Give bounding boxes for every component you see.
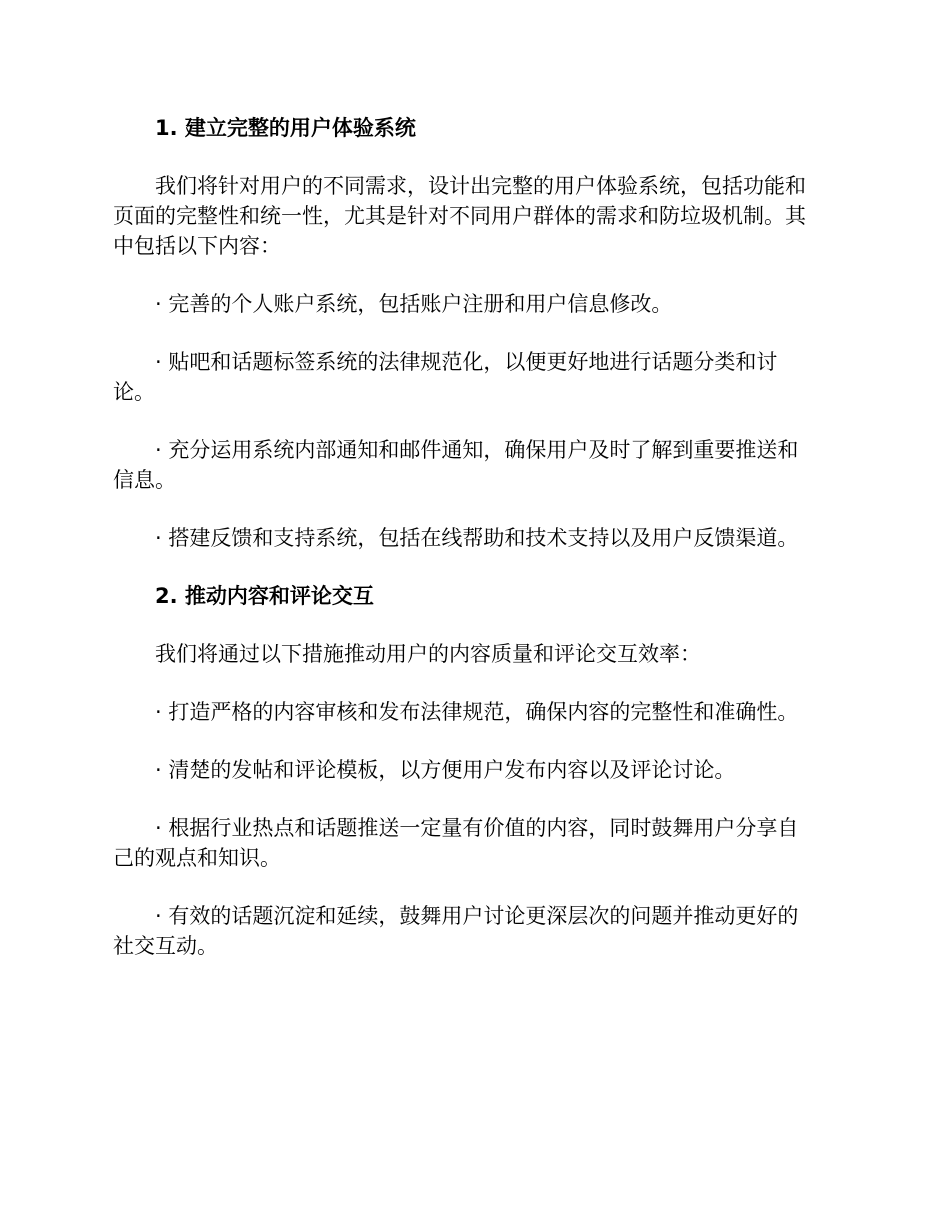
section-heading [113,581,833,611]
document-body [113,113,833,989]
list-item-line: 信息。 [113,468,176,492]
list-item-line: · 充分运用系统内部通知和邮件通知，确保用户及时了解到重要推送和 [155,438,799,462]
paragraph-line: 我们将通过以下措施推动用户的内容质量和评论交互效率： [155,642,701,666]
list-item-line: 论。 [113,380,155,404]
list-item [113,347,833,407]
list-item [113,755,833,785]
list-item-line: · 根据行业热点和话题推送一定量有价值的内容，同时鼓舞用户分享自 [155,816,799,840]
list-item-line: · 打造严格的内容审核和发布法律规范，确保内容的完整性和准确性。 [155,700,799,724]
list-item [113,523,833,553]
list-item-line: · 完善的个人账户系统，包括账户注册和用户信息修改。 [155,292,673,316]
list-item-line: · 有效的话题沉淀和延续，鼓舞用户讨论更深层次的问题并推动更好的 [155,904,799,928]
list-item [113,901,833,961]
section-1-heading: 1. 建立完整的用户体验系统 [155,116,416,140]
paragraph-line: 我们将针对用户的不同需求，设计出完整的用户体验系统，包括功能和 [155,174,806,198]
section-2-intro [113,639,833,669]
list-item-line: · 贴吧和话题标签系统的法律规范化，以便更好地进行话题分类和讨 [155,350,778,374]
list-item [113,289,833,319]
list-item-line: · 搭建反馈和支持系统，包括在线帮助和技术支持以及用户反馈渠道。 [155,526,799,550]
paragraph-line: 页面的完整性和统一性，尤其是针对不同用户群体的需求和防垃圾机制。其 [113,204,806,228]
list-item [113,697,833,727]
list-item-line: 己的观点和知识。 [113,846,281,870]
list-item-line: · 清楚的发帖和评论模板，以方便用户发布内容以及评论讨论。 [155,758,736,782]
list-item [113,435,833,495]
list-item [113,813,833,873]
section-2-heading: 2. 推动内容和评论交互 [155,584,374,608]
section-heading [113,113,833,143]
list-item-line: 社交互动。 [113,934,218,958]
section-1-intro [113,171,833,261]
paragraph-line: 中包括以下内容： [113,234,281,258]
